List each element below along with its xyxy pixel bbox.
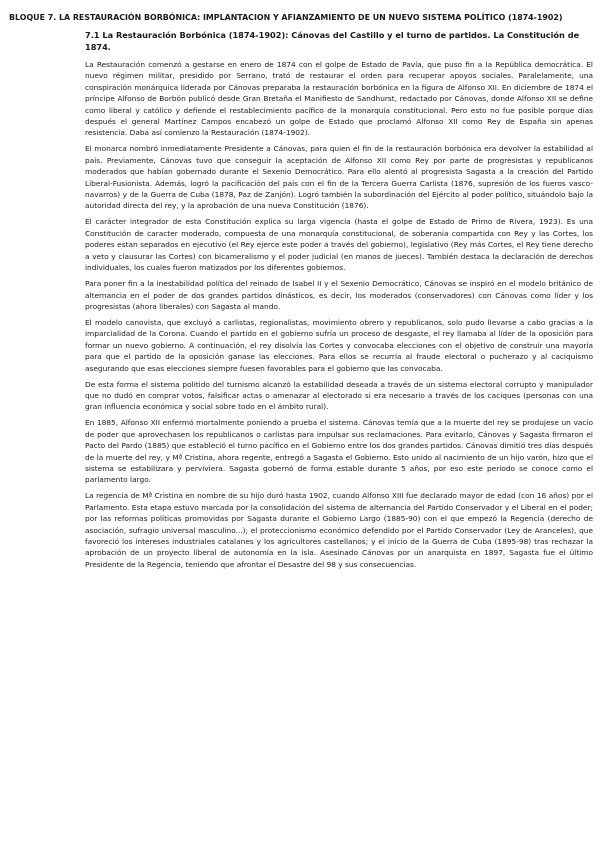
paragraph-5: El modelo canovista, que excluyó a carlistas, regionalistas, movimiento obrero y republicanos, solo pudo llevarse a cabo gracias a la imparcialidad de la Corona. Cuando el partido en el gobierno sufría un proceso de desgaste, el rey llamaba al líder de la oposición para formar un nuevo gobierno. A continuación, el rey disolvía las Cortes y convocaba elecciones con el objetivo de construir una mayoría para que el partido de la oposición ganase las elecciones. Para ellos se recurría al fraude electoral o pucherazo y al caciquismo asegurando que esas elecciones siempre fuesen favorables para el gobierno que las convocaba. xyxy=(85,317,593,373)
paragraph-1: La Restauración comenzó a gestarse en enero de 1874 con el golpe de Estado de Pavía, que puso fin a la República democrática. El nuevo régimen militar, presidido por Serrano, trató de restaurar el orden para recuperar apoyos sociales. Paralelamente, una conspiración monárquica liderada por Cánovas preparaba la restauración borbónica en la figura de Alfonso XII. En diciembre de 1874 el príncipe Alfonso de Borbón publicó desde Gran Bretaña el Manifiesto de Sandhurst, redactado por Cánovas, donde Alfonso XII se define como liberal y católico y defiende el restablecimiento pacífico de la monarquía constitucional. Pero esto no fue posible porque días después el general Martínez Campos encabezó un golpe de Estado que proclamó Alfonso XII como Rey de España sin apenas resistencia. Daba así comienzo la Restauración (1874-1902). xyxy=(85,60,593,138)
paragraph-8: La regencia de Mª Cristina en nombre de su hijo duró hasta 1902, cuando Alfonso XIII fue declarado mayor de edad (con 16 años) por el Parlamento. Esta etapa estuvo marcada por la consolidación del sistema de alternancia del Partido Conservador y el Liberal en el poder; por las reformas políticas promovidas por Sagasta durante el Gobierno Largo (1885-90) con el que empezó la Regencia (derecho de asociación, sufragio universal masculino...); el proteccionismo económico defendido por el Partido Conservador (Ley de Aranceles), que favoreció los intereses industriales catalanes y los agricultores castellanos; y el inicio de la Guerra de Cuba (1895-98) tras rechazar la aprobación de un proyecto liberal de autonomía en la isla. Asesinado Cánovas por un anarquista en 1897, Sagasta fue el último Presidente de la Regencia, teniendo que afrontar el Desastre del 98 y sus consecuencias. xyxy=(85,491,593,569)
paragraph-2: El monarca nombró inmediatamente Presidente a Cánovas, para quien el fin de la restauración borbónica era devolver la estabilidad al país. Previamente, Cánovas tuvo que conseguir la aceptación de Alfonso XII como Rey por parte de progresistas y republicanos moderados que habían gobernado durante el Sexenio Democrático. Para ello alentó al progresista Sagasta a la creación del Partido Liberal-Fusionista. Además, logró la pacificación del país con el fin de la Tercera Guerra Carlista (1876, supresión de los fueros vasco-navarros) y de la Guerra de Cuba (1878, Paz de Zanjón). Logró también la subordinación del Ejército al poder político, situándolo bajo la autoridad directa del rey, y la aprobación de una nueva Constitución (1876). xyxy=(85,144,593,211)
bloque-title: BLOQUE 7. LA RESTAURACIÓN BORBÓNICA: IMPLANTACION Y AFIANZAMIENTO DE UN NUEVO SISTEMA POLÍTICO (1874-1902) xyxy=(9,13,563,22)
paragraph-3: El carácter integrador de esta Constitución explica su larga vigencia (hasta el golpe de Estado de Primo de Rivera, 1923). Es una Constitución de caracter moderado, compuesta de una monarquía constitucional, de soberanía compartida con Rey y las Cortes, los poderes estan separados en ejecutivo (el Rey ejerce este poder a través del gobierno), legislativo (Rey más Cortes, el Rey tiene derecho a veto y clausurar las Cortes) con bicameralismo y el poder judicial (en manos de jueces). También destaca la declaración de derechos individuales, los cuales fueron matizados por los diferentes gobiernos. xyxy=(85,217,593,273)
paragraph-7: En 1885, Alfonso XII enfermó mortalmente poniendo a prueba el sistema. Cánovas temía que a la muerte del rey se produjese un vacío de poder que aprovechasen los republicanos o carlistas para impulsar sus reclamaciones. Para evitarlo, Cánovas y Sagasta firmaron el Pacto del Pardo (1885) que estableció el turno pacífico en el Gobierno entre los dos grandes partidos. Cánovas dimitió tres días después de la muerte del rey, y Mª Cristina, ahora regente, entregó a Sagasta el Gobierno. Esto unido al nacimiento de un hijo varón, hizo que el sistema se estabilizara y perviviera. Sagasta gobernó de forma estable durante 5 años, por eso este periodo se conoce como el parlamento largo. xyxy=(85,418,593,485)
paragraph-4: Para poner fin a la inestabilidad política del reinado de Isabel II y el Sexenio Democrático, Cánovas se inspiró en el modelo británico de alternancia en el poder de dos grandes partidos dinásticos, es decir, los moderados (conservadores) con Cánovas como líder y los progresistas (ahora liberales) con Sagasta al mando. xyxy=(85,279,593,311)
paragraph-6: De esta forma el sistema politido del turnismo alcanzó la estabilidad deseada a través de un sistema electoral corrupto y manipulador que no dudó en comprar votos, falsificar actas o amenazar al electorado si era necesario a través de los caciques (personas con una gran influencia económica y social sobre todo en el ámbito rural). xyxy=(85,379,593,412)
document-body xyxy=(85,59,593,575)
section-title: 7.1 La Restauración Borbónica (1874-1902): Cánovas del Castillo y el turno de partidos. La Constitución de 1874. xyxy=(85,30,580,52)
